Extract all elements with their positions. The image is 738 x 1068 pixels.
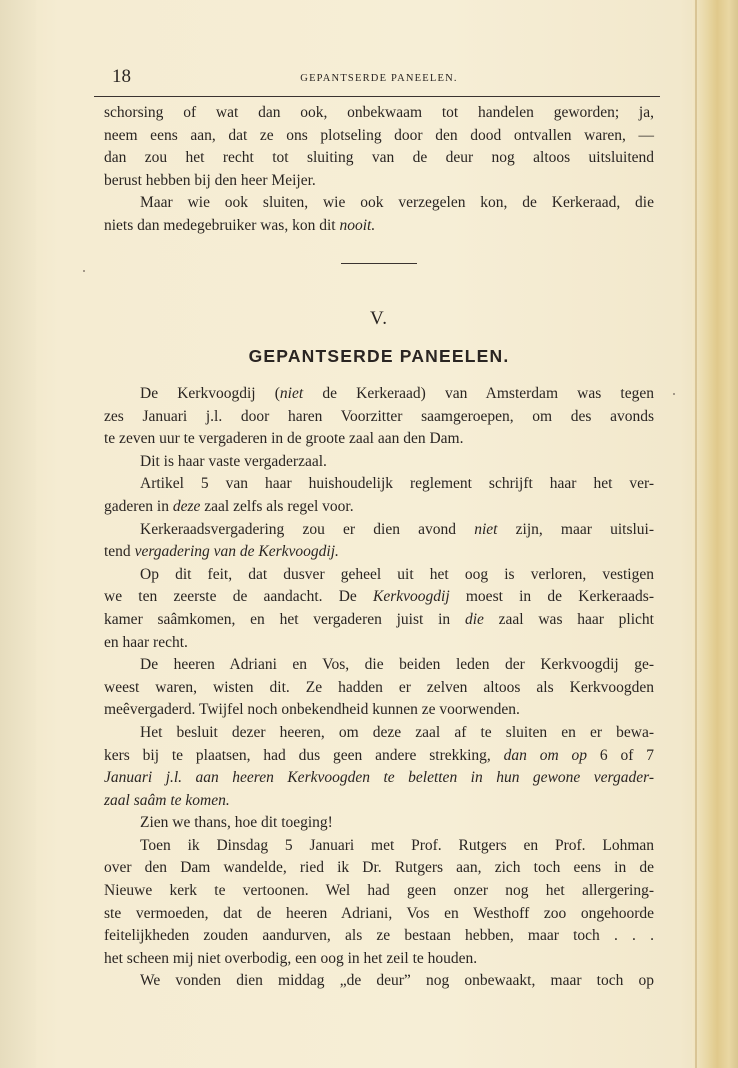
- text-line: We vonden dien middag „de deur” nog onbewaakt, maar toch op: [140, 972, 654, 990]
- text-line: zes Januari j.l. door haren Voorzitter saamgeroepen, om des avonds: [104, 407, 654, 425]
- text-line: te zeven uur te vergaderen in de groote zaal aan den Dam.: [104, 430, 464, 448]
- text-line: [104, 790, 654, 813]
- emphasis: Kerkvoogdij: [373, 588, 450, 606]
- emphasis: die: [464, 610, 484, 628]
- text-line: ste vermoeden, dat de heeren Adriani, Vos en Westhoff zoo ongehoorde: [104, 904, 654, 922]
- speck: [673, 393, 675, 395]
- text-line: Op dit feit, dat dusver geheel uit het oog is verloren, vestigen: [140, 565, 654, 583]
- emphasis: Januari j.l. aan heeren Kerkvoogden te beletten in hun gewone vergader-: [104, 769, 654, 787]
- emphasis: niet: [474, 520, 498, 538]
- text-line: [104, 609, 654, 632]
- emphasis: dan om op: [503, 746, 588, 764]
- running-title: GEPANTSERDE PANEELEN.: [300, 73, 458, 84]
- text-run: gaderen in: [104, 497, 173, 515]
- text-line: [104, 519, 654, 542]
- text-line: [104, 215, 654, 238]
- text-line: Zien we thans, hoe dit toeging!: [140, 814, 333, 832]
- text-line: Nieuwe kerk te vertoonen. Wel had geen onzer nog het allergering-: [104, 882, 654, 900]
- text-line: neem eens aan, dat ze ons plotseling door den dood ontvallen waren, —: [104, 126, 654, 144]
- emphasis: zaal saâm te komen.: [104, 791, 230, 809]
- text-run: Kerkeraadsvergadering zou er dien avond: [140, 520, 475, 538]
- emphasis: deze: [172, 497, 201, 515]
- text-line: Artikel 5 van haar huishoudelijk reglement schrijft haar het ver-: [140, 475, 654, 493]
- page-gutter-shadow: [0, 0, 36, 1068]
- text-line: [104, 767, 654, 790]
- text-line: en haar recht.: [104, 633, 188, 651]
- text-run: zijn, maar uitslui-: [497, 520, 655, 538]
- header-rule: [94, 96, 660, 97]
- section-separator: [341, 263, 417, 264]
- page-header: [104, 66, 654, 96]
- text-line: feitelijkheden zouden aandurven, als ze bestaan hebben, maar toch . . .: [104, 927, 654, 945]
- paragraph: [104, 192, 654, 237]
- text-line: dan zou het recht tot sluiting van de deur nog altoos uitsluitend: [104, 149, 654, 167]
- page-edge: [692, 0, 738, 1068]
- text-line: Dit is haar vaste vergaderzaal.: [140, 452, 327, 470]
- text-run: De Kerkvoogdij (: [140, 385, 280, 402]
- page-number: 18: [112, 66, 131, 87]
- text-run: niets dan medegebruiker was, kon dit: [104, 216, 340, 234]
- text-line: over den Dam wandelde, ried ik Dr. Rutgers aan, zich toch eens in de: [104, 859, 654, 877]
- text-line: het scheen mij niet overbodig, een oog in het zeil te houden.: [104, 949, 478, 967]
- emphasis: niet: [279, 385, 304, 402]
- text-line: berust hebben bij den heer Meijer.: [104, 171, 316, 189]
- text-run: kamer saâmkomen, en het vergaderen juist in: [104, 610, 465, 628]
- paragraph-continued: [104, 102, 654, 192]
- emphasis: nooit.: [339, 216, 376, 234]
- emphasis: vergadering van de Kerkvoogdij.: [134, 543, 339, 561]
- text-line: [104, 586, 654, 609]
- page-edge-line: [695, 0, 697, 1068]
- text-run: zaal was haar plicht: [483, 610, 654, 628]
- text-line: [104, 496, 654, 519]
- text-line: Toen ik Dinsdag 5 Januari met Prof. Rutgers en Prof. Lohman: [140, 836, 654, 854]
- text-run: we ten zeerste de aandacht. De: [104, 588, 374, 606]
- section-numeral: V.: [369, 308, 389, 329]
- text-line: weest waren, wisten dit. Ze hadden er zelven altoos als Kerkvoogden: [104, 678, 654, 696]
- text-line: [104, 745, 654, 768]
- text-run: moest in de Kerkeraads-: [449, 588, 654, 606]
- text-run: de Kerkeraad) van Amsterdam was tegen: [303, 385, 654, 402]
- text-line: schorsing of wat dan ook, onbekwaam tot handelen geworden; ja,: [104, 104, 654, 121]
- section-body: [104, 383, 654, 993]
- text-line: De heeren Adriani en Vos, die beiden leden der Kerkvoogdij ge-: [140, 656, 654, 674]
- text-line: Maar wie ook sluiten, wie ook verzegelen kon, de Kerkeraad, die: [140, 194, 654, 211]
- text-run: kers bij te plaatsen, had dus geen andere strekking,: [104, 746, 504, 764]
- text-line: [104, 541, 654, 564]
- text-line: meêvergaderd. Twijfel noch onbekendheid kunnen ze voorwenden.: [104, 701, 520, 719]
- text-run: 6 of 7: [587, 746, 654, 764]
- section-title: GEPANTSERDE PANEELEN.: [248, 346, 510, 366]
- text-line: [104, 383, 654, 406]
- text-run: zaal zelfs als regel voor.: [200, 497, 354, 515]
- text-line: Het besluit dezer heeren, om deze zaal af te sluiten en er bewa-: [140, 723, 654, 741]
- text-run: tend: [104, 543, 135, 561]
- speck: [83, 270, 85, 272]
